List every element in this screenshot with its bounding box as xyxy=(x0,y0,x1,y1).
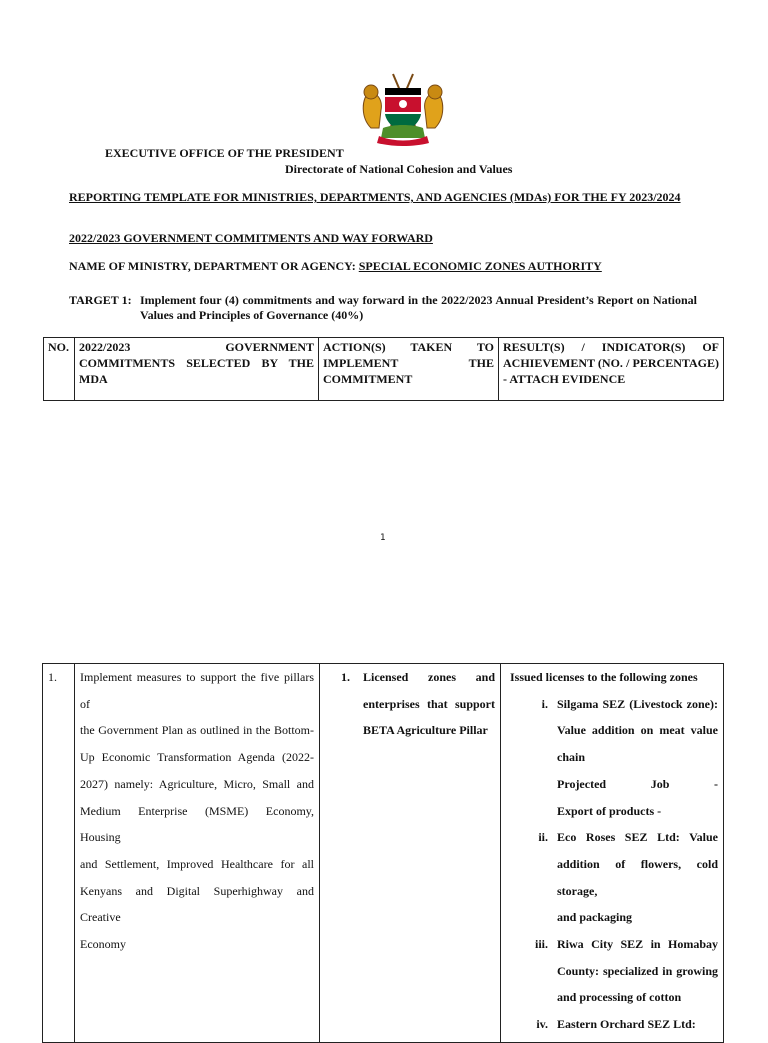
result-line: Silgama SEZ (Livestock zone): xyxy=(557,696,718,711)
result-line: County: specialized in growing xyxy=(557,963,718,978)
result-number: i. xyxy=(541,696,548,711)
result-line: Eco Roses SEZ Ltd: Value xyxy=(557,830,718,845)
page-number: 1 xyxy=(380,533,386,543)
result-line: addition of flowers, cold storage, xyxy=(557,856,718,898)
commitment-line: Medium Enterprise (MSME) Economy, Housing xyxy=(80,803,314,845)
result-line: Value addition on meat value xyxy=(557,723,718,738)
commitment-line: 2027) namely: Agriculture, Micro, Small and xyxy=(80,776,314,791)
result-line: and packaging xyxy=(557,910,633,925)
kenya-coat-of-arms-icon xyxy=(355,70,451,148)
target-label: TARGET 1: xyxy=(69,293,132,307)
results-list xyxy=(506,691,718,1038)
result-line: Projected Job - xyxy=(557,776,718,791)
header-actions: ACTION(S) TAKEN TO IMPLEMENT THE COMMITMENT xyxy=(319,338,499,401)
result-line: Export of products - xyxy=(557,803,662,818)
commitments-table xyxy=(42,663,724,1043)
action-line: Licensed zones and xyxy=(363,670,495,684)
result-number: ii. xyxy=(538,830,548,845)
action-number: 1. xyxy=(341,670,350,684)
action-line: BETA Agriculture Pillar xyxy=(363,723,488,738)
mda-value: SPECIAL ECONOMIC ZONES AUTHORITY xyxy=(358,259,602,273)
header-table xyxy=(43,337,724,401)
result-line: Riwa City SEZ in Homabay xyxy=(557,937,718,952)
office-title: EXECUTIVE OFFICE OF THE PRESIDENT xyxy=(105,146,344,160)
mda-line xyxy=(69,259,602,273)
header-results: RESULT(S) / INDICATOR(S) OF ACHIEVEMENT (NO. / PERCENTAGE) - ATTACH EVIDENCE xyxy=(499,338,724,401)
commitment-line: and Settlement, Improved Healthcare for all xyxy=(80,856,314,871)
result-item xyxy=(506,931,718,1011)
header-commitments: 2022/2023 GOVERNMENT COMMITMENTS SELECTED BY THE MDA xyxy=(75,338,319,401)
action-line: enterprises that support xyxy=(363,696,495,711)
result-line: chain xyxy=(557,750,586,765)
result-line: Eastern Orchard SEZ Ltd: xyxy=(557,1017,696,1032)
target-line-1: Implement four (4) commitments and way forward in the 2022/2023 Annual President’s Report on National xyxy=(140,293,697,307)
mda-label: NAME OF MINISTRY, DEPARTMENT OR AGENCY: xyxy=(69,259,356,273)
commitments-heading: 2022/2023 GOVERNMENT COMMITMENTS AND WAY FORWARD xyxy=(69,231,433,245)
header-no: NO. xyxy=(44,338,75,401)
result-item xyxy=(506,824,718,931)
result-item xyxy=(506,1011,718,1038)
directorate-title: Directorate of National Cohesion and Values xyxy=(285,162,513,176)
commitment-cell xyxy=(75,664,320,1043)
table-row xyxy=(43,664,724,1043)
template-title: REPORTING TEMPLATE FOR MINISTRIES, DEPARTMENTS, AND AGENCIES (MDAs) FOR THE FY 2023/2024 xyxy=(69,190,681,204)
commitment-line: the Government Plan as outlined in the Bottom- xyxy=(80,723,314,738)
target-line-2: Values and Principles of Governance (40%) xyxy=(140,308,364,322)
results-intro: Issued licenses to the following zones xyxy=(510,670,698,684)
result-item xyxy=(506,691,718,825)
commitment-line: Economy xyxy=(80,937,126,952)
commitment-line: Implement measures to support the five pillars of xyxy=(80,670,314,711)
row-number: 1. xyxy=(43,664,75,1043)
commitment-line: Up Economic Transformation Agenda (2022- xyxy=(80,750,314,765)
result-line: and processing of cotton xyxy=(557,990,682,1005)
action-cell xyxy=(320,664,501,1043)
results-cell xyxy=(501,664,724,1043)
result-number: iv. xyxy=(536,1017,548,1032)
result-number: iii. xyxy=(534,937,548,952)
commitment-line: Kenyans and Digital Superhighway and Creative xyxy=(80,883,314,925)
